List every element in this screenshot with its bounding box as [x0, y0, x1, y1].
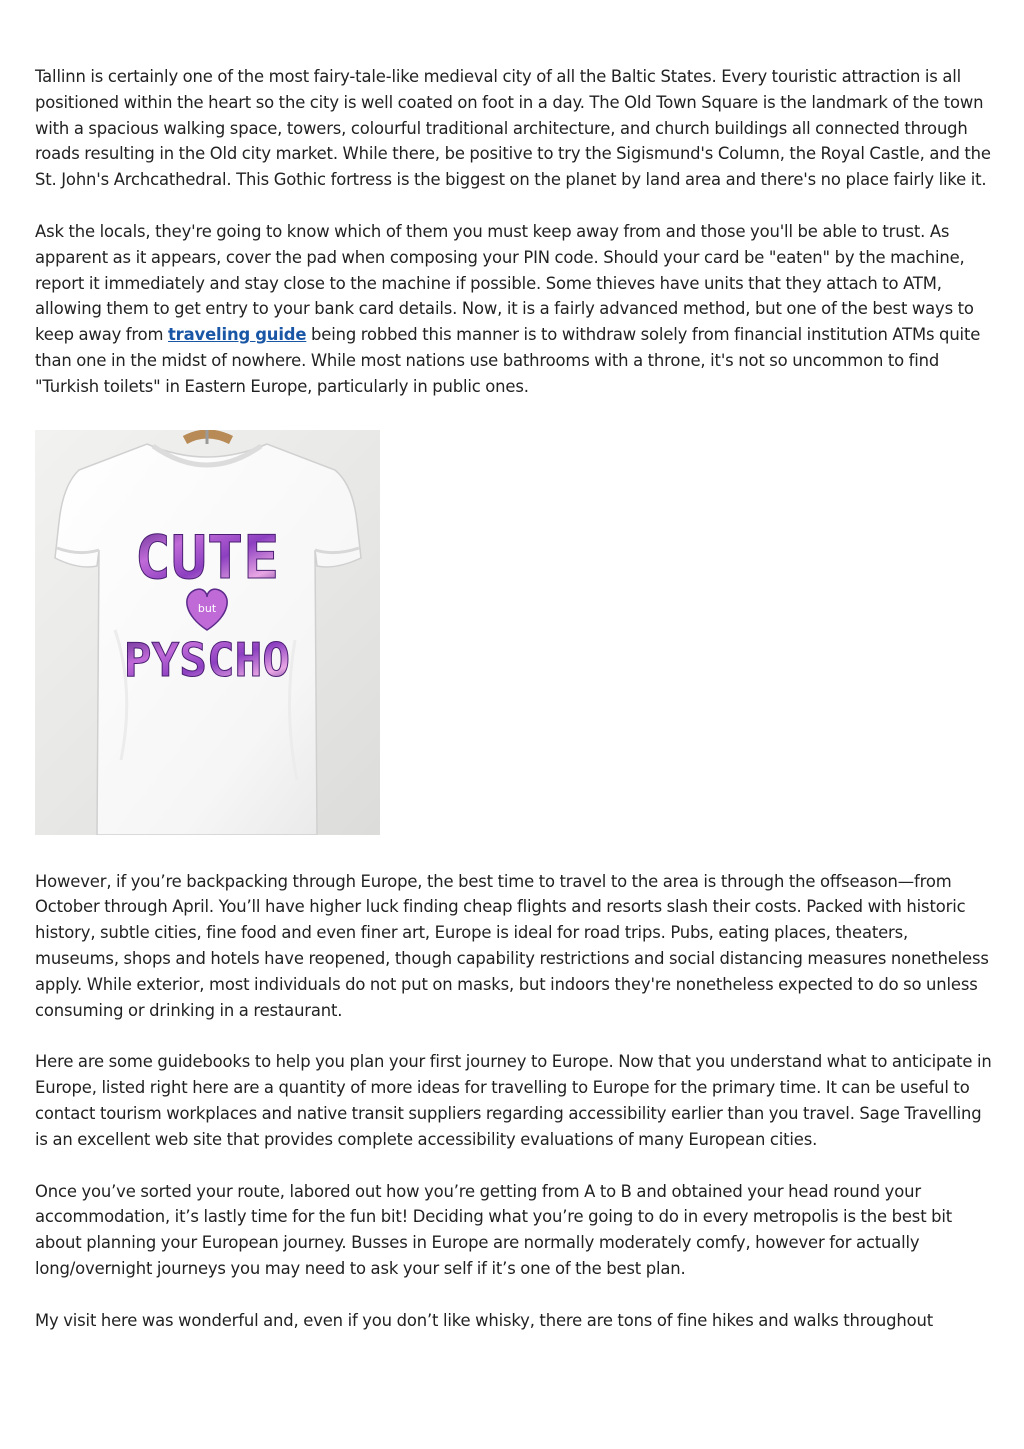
paragraph-offseason: However, if you’re backpacking through Europe, the best time to travel to the area is through the offseason—from October through April. You’ll have higher luck finding cheap flights and resorts slash their costs. Packed with historic history, subtle cities, fine food and even finer art, Europe is ideal for road trips. Pubs, eating places, theaters, museums, shops and hotels have reopened, though capability restrictions and social distancing measures nonetheless apply. While exterior, most individuals do not put on masks, but indoors they're nonetheless expected to do so unless consuming or drinking in a restaurant. — [35, 871, 989, 1020]
shirt-print-top: CUTE — [134, 522, 280, 593]
paragraph-atm-text-start: Ask the locals, they're going to know which of them you must keep away from and those you'll be able to trust. As apparent as it appears, cover the pad when composing your PIN code. Should your card be "eaten" by the machine, report it immediately and stay close to the machine if possible. Some thieves have units that they attach to ATM, allowing them to get entry to your bank card details. Now, it is a fairly advanced method, but one of the best ways to keep away from — [35, 221, 974, 345]
tshirt-photo — [35, 430, 380, 835]
paragraph-atm-text-end: being robbed this manner is to withdraw solely from financial institution ATMs quite than one in the midst of nowhere. While most nations use bathrooms with a throne, it's not so uncommon to find "Turkish toilets" in Eastern Europe, particularly in public ones. — [35, 325, 981, 396]
paragraph-tallinn: Tallinn is certainly one of the most fairy-tale-like medieval city of all the Baltic States. Every touristic attraction is all positioned within the heart so the city is well coated on foot in a day. The Old Town Square is the landmark of the town with a spacious walking space, towers, colourful traditional architecture, and church buildings all connected through roads resulting in the Old city market. While there, be positive to try the Sigismund's Column, the Royal Castle, and the St. John's Archcathedral. This Gothic fortress is the biggest on the planet by land area and there's no place fairly like it. — [35, 67, 991, 190]
article-body — [35, 64, 993, 1334]
tshirt-illustration — [35, 430, 380, 835]
traveling-guide-link[interactable]: traveling guide — [168, 325, 307, 345]
shirt-print-middle: but — [197, 601, 217, 615]
paragraph-visit: My visit here was wonderful and, even if you don’t like whisky, there are tons of fine hikes and walks throughout — [35, 1310, 933, 1330]
paragraph-guidebooks: Here are some guidebooks to help you plan your first journey to Europe. Now that you understand what to anticipate in Europe, listed right here are a quantity of more ideas for travelling to Europe for the primary time. It can be useful to contact tourism workplaces and native transit suppliers regarding accessibility earlier than you travel. Sage Travelling is an excellent web site that provides complete accessibility evaluations of many European cities. — [35, 1052, 992, 1149]
shirt-print-bottom: PYSCHO — [123, 632, 291, 687]
paragraph-atm-safety — [35, 219, 993, 400]
paragraph-route: Once you’ve sorted your route, labored out how you’re getting from A to B and obtained your head round your accommodation, it’s lastly time for the fun bit! Deciding what you’re going to do in every metropolis is the best bit about planning your European journey. Busses in Europe are normally moderately comfy, however for actually long/overnight journeys you may need to ask your self if it’s one of the best plan. — [35, 1181, 953, 1278]
